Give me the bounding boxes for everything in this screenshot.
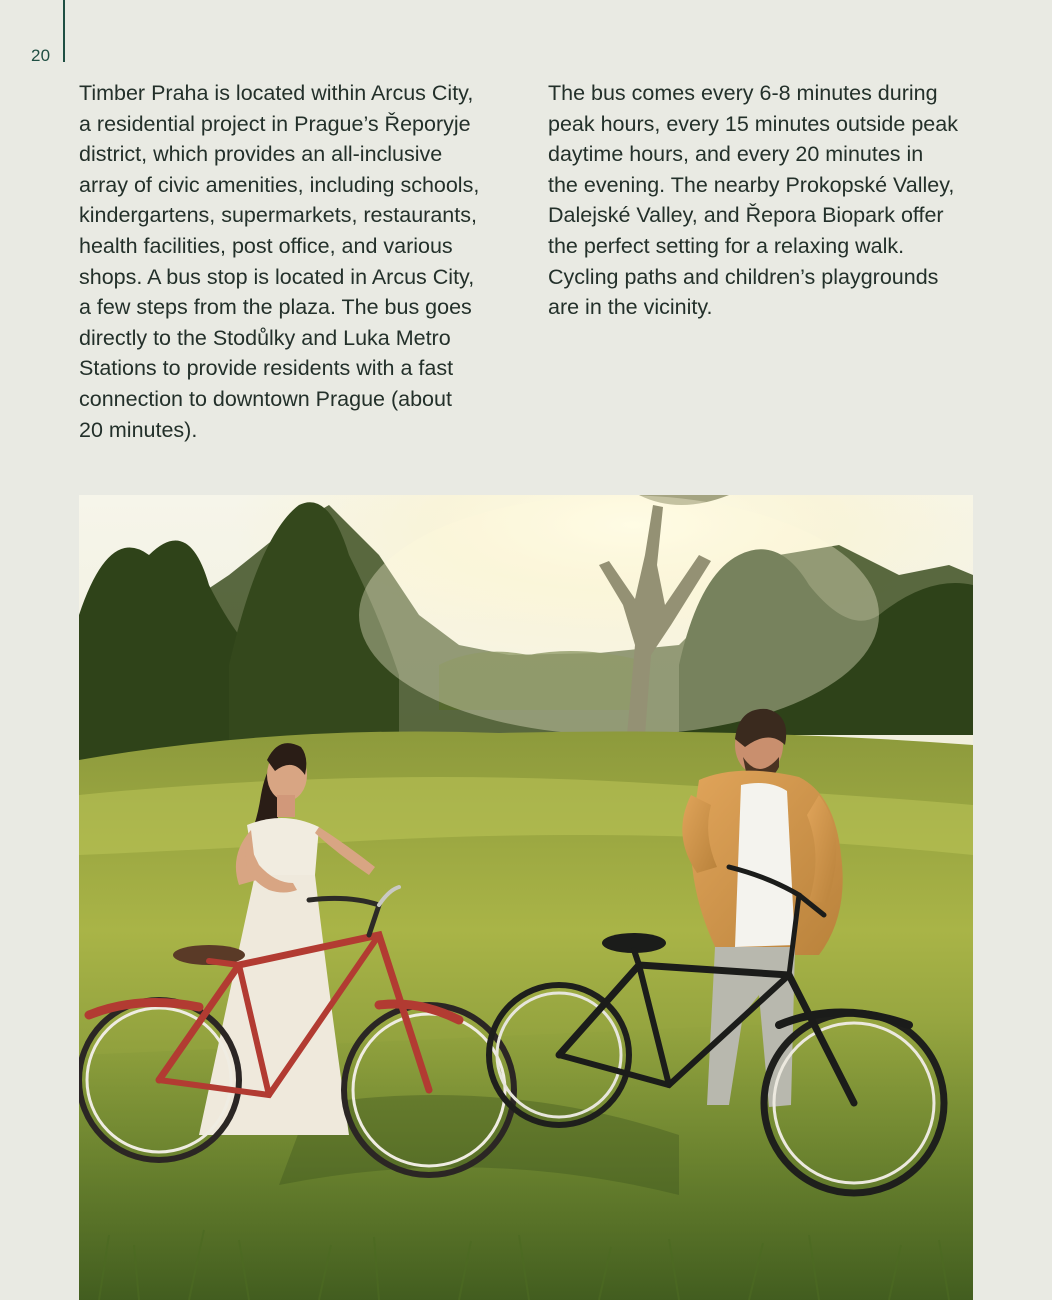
text-line: the perfect setting for a relaxing walk. <box>548 233 905 258</box>
text-line: The bus comes every 6-8 minutes during <box>548 81 938 105</box>
text-line: kindergartens, supermarkets, restaurants, <box>79 203 477 228</box>
text-line: shops. A bus stop is located in Arcus City, <box>79 264 475 289</box>
lifestyle-photo-couple-with-bicycles <box>79 495 973 1300</box>
text-line: a residential project in Prague’s Řeporyje <box>79 111 471 136</box>
page-header-rule <box>63 0 65 62</box>
text-line: Cycling paths and children’s playgrounds <box>548 264 939 289</box>
text-line: the evening. The nearby Prokopské Valley, <box>548 172 955 197</box>
text-line: array of civic amenities, including schools, <box>79 172 480 197</box>
text-line: directly to the Stodůlky and Luka Metro <box>79 325 451 350</box>
text-line: 20 minutes). <box>79 417 198 442</box>
body-text-left-column <box>79 78 519 445</box>
text-line: daytime hours, and every 20 minutes in <box>548 142 924 167</box>
page-number: 20 <box>31 46 51 65</box>
text-line: Stations to provide residents with a fast <box>79 356 454 381</box>
text-line: Timber Praha is located within Arcus City, <box>79 81 474 105</box>
text-line: a few steps from the plaza. The bus goes <box>79 295 472 320</box>
text-line: connection to downtown Prague (about <box>79 386 452 411</box>
text-line: peak hours, every 15 minutes outside peak <box>548 111 958 136</box>
text-line: district, which provides an all-inclusive <box>79 142 443 167</box>
body-text-right-column <box>548 78 988 323</box>
text-line: are in the vicinity. <box>548 295 713 320</box>
text-line: health facilities, post office, and various <box>79 233 453 258</box>
text-line: Dalejské Valley, and Řepora Biopark offer <box>548 203 944 228</box>
